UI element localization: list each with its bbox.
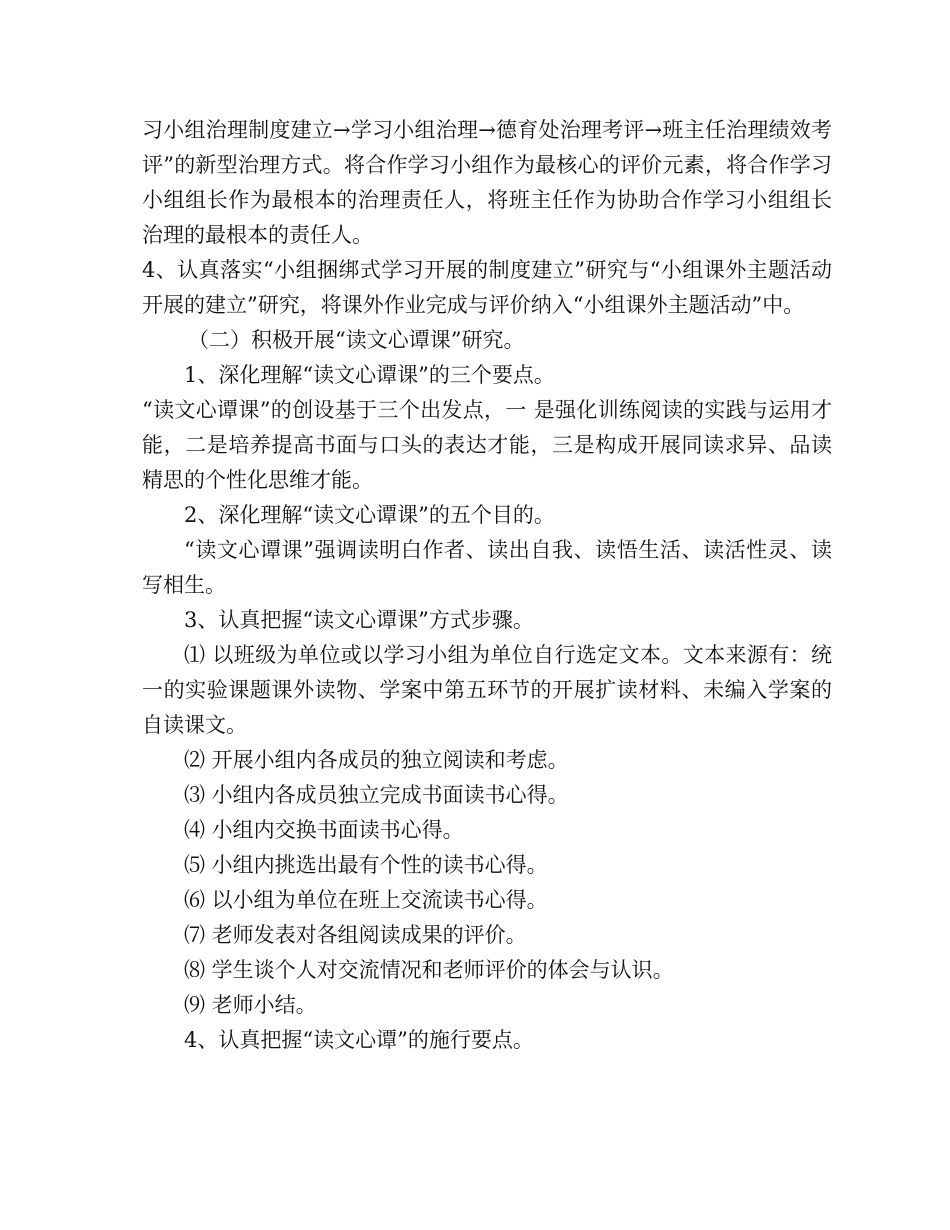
step-2: ⑵ 开展小组内各成员的独立阅读和考虑。 <box>184 748 569 772</box>
step-7: ⑺ 老师发表对各组阅读成果的评价。 <box>184 923 527 947</box>
section-heading-2: （二）积极开展“读文心谭课”研究。 <box>188 328 525 352</box>
subheading-three-points: 1、深化理解“读文心谭课”的三个要点。 <box>184 363 555 387</box>
paragraph-item-4-group-binding: 4、认真落实“小组捆绑式学习开展的制度建立”研究与“小组课外主题活动开展的建立”研究，将课外作业完成与评价纳入“小组课外主题活动”中。 <box>142 258 832 317</box>
step-8: ⑻ 学生谈个人对交流情况和老师评价的体会与认识。 <box>184 958 674 982</box>
document-body <box>142 113 832 1058</box>
step-4: ⑷ 小组内交换书面读书心得。 <box>184 818 464 842</box>
step-3: ⑶ 小组内各成员独立完成书面读书心得。 <box>184 783 569 807</box>
step-9: ⑼ 老师小结。 <box>184 993 317 1017</box>
subheading-five-goals: 2、深化理解“读文心谭课”的五个目的。 <box>184 503 555 527</box>
step-1: ⑴ 以班级为单位或以学习小组为单位自行选定文本。文本来源有：统一的实验课题课外读物、学案中第五环节的开展扩读材料、未编入学案的自读课文。 <box>142 643 832 737</box>
paragraph-three-starting-points: “读文心谭课”的创设基于三个出发点，一 是强化训练阅读的实践与运用才能，二是培养提高书面与口头的表达才能，三是构成开展同读求异、品读精思的个性化思维才能。 <box>142 398 832 492</box>
step-6: ⑹ 以小组为单位在班上交流读书心得。 <box>184 888 548 912</box>
subheading-method-steps: 3、认真把握“读文心谭课”方式步骤。 <box>184 608 534 632</box>
subheading-implementation-points: 4、认真把握“读文心谭”的施行要点。 <box>184 1028 534 1052</box>
paragraph-five-goals: “读文心谭课”强调读明白作者、读出自我、读悟生活、读活性灵、读写相生。 <box>142 538 832 597</box>
step-5: ⑸ 小组内挑选出最有个性的读书心得。 <box>184 853 548 877</box>
paragraph-management-method: 习小组治理制度建立→学习小组治理→德育处治理考评→班主任治理绩效考评”的新型治理方式。将合作学习小组作为最核心的评价元素，将合作学习小组组长作为最根本的治理责任人，将班主任作为协助合作学习小组组长治理的最根本的责任人。 <box>142 118 832 247</box>
